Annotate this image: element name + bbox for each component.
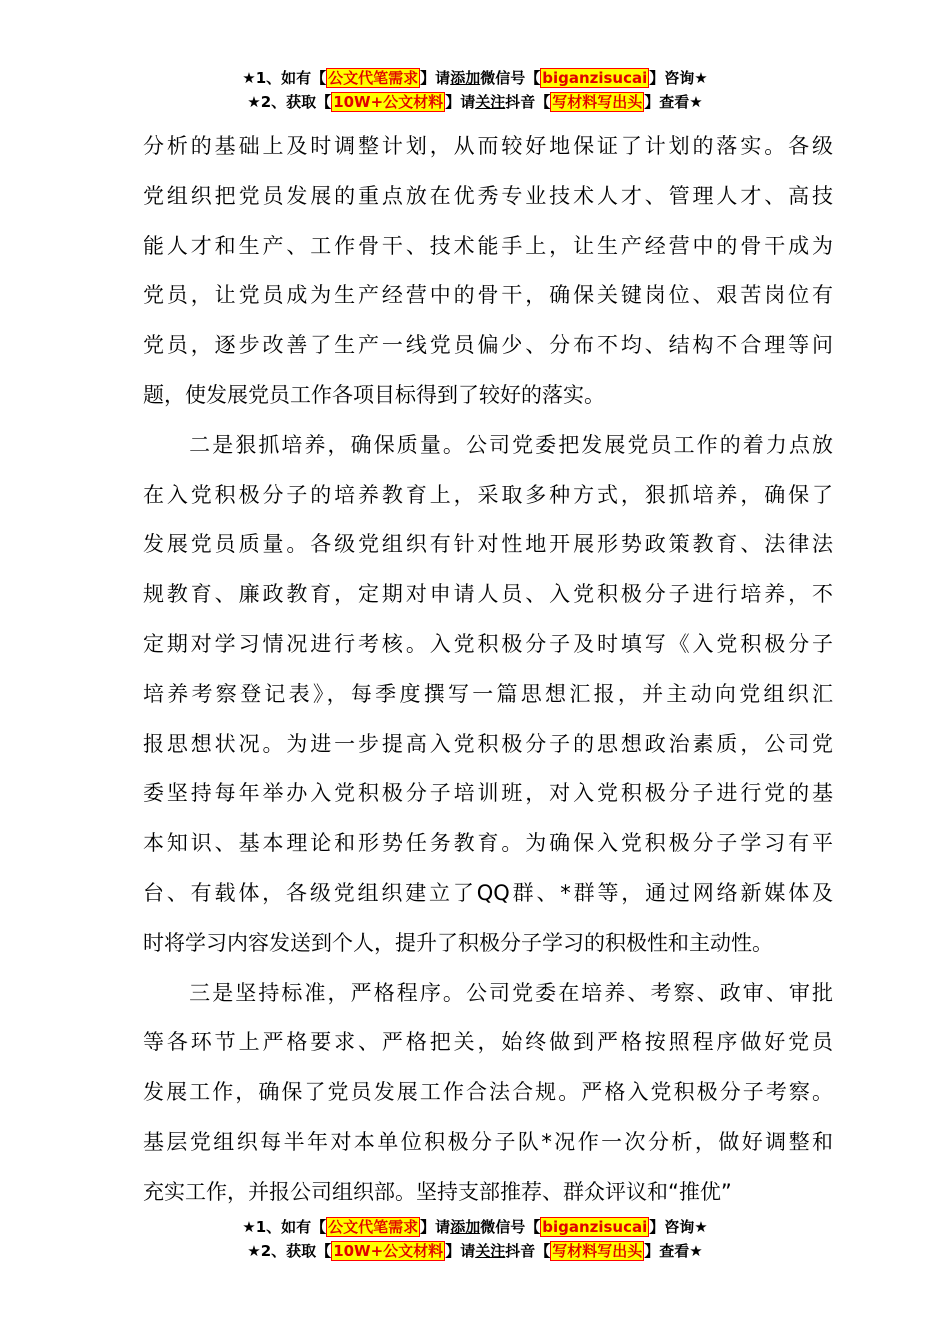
body-line: 等各环节上严格要求、严格把关，始终做到严格按照程序做好党员 bbox=[143, 1030, 833, 1055]
body-line: 二是狠抓培养，确保质量。公司党委把发展党员工作的着力点放 bbox=[143, 432, 833, 457]
notice-line-2: ★2、获取【 10W+公文材料 】请关注抖音【 写材料写出头 】查看★ bbox=[247, 1242, 703, 1260]
body-line: 时将学习内容发送到个人，提升了积极分子学习的积极性和主动性。 bbox=[143, 930, 773, 955]
highlight-service: 公文代笔需求 bbox=[328, 1218, 419, 1236]
body-line: 三是坚持标准，严格程序。公司党委在培养、考察、政审、审批 bbox=[143, 980, 833, 1005]
highlight-douyin-account: 写材料写出头 bbox=[552, 93, 643, 111]
highlight-materials: 10W+公文材料 bbox=[333, 93, 444, 111]
body-line: 充实工作，并报公司组织部。坚持支部推荐、群众评议和“推优” bbox=[143, 1179, 732, 1204]
body-line: 报思想状况。为进一步提高入党积极分子的思想政治素质，公司党 bbox=[143, 731, 833, 756]
body-line: 培养考察登记表》，每季度撰写一篇思想汇报，并主动向党组织汇 bbox=[143, 681, 833, 706]
body-line: 发展工作，确保了党员发展工作合法合规。严格入党积极分子考察。 bbox=[143, 1080, 833, 1105]
body-line: 党组织把党员发展的重点放在优秀专业技术人才、管理人才、高技 bbox=[143, 183, 833, 208]
body-line: 在入党积极分子的培养教育上，采取多种方式，狠抓培养，确保了 bbox=[143, 482, 833, 507]
document-body bbox=[143, 122, 833, 1218]
body-line: 委坚持每年举办入党积极分子培训班，对入党积极分子进行党的基 bbox=[143, 781, 833, 806]
body-line: 基层党组织每半年对本单位积极分子队*况作一次分析，做好调整和 bbox=[143, 1129, 833, 1154]
body-line: 党员，让党员成为生产经营中的骨干，确保关键岗位、艰苦岗位有 bbox=[143, 283, 833, 308]
footer-notice bbox=[0, 1215, 950, 1263]
highlight-wechat-id: biganzisucai bbox=[542, 69, 648, 87]
body-line: 定期对学习情况进行考核。入党积极分子及时填写《入党积极分子 bbox=[143, 631, 833, 656]
body-line: 分析的基础上及时调整计划，从而较好地保证了计划的落实。各级 bbox=[143, 134, 833, 158]
highlight-materials: 10W+公文材料 bbox=[333, 1242, 444, 1260]
header-notice bbox=[0, 66, 950, 114]
highlight-service: 公文代笔需求 bbox=[328, 69, 419, 87]
body-line: 规教育、廉政教育，定期对申请人员、入党积极分子进行培养，不 bbox=[143, 582, 833, 607]
highlight-wechat-id: biganzisucai bbox=[542, 1218, 648, 1236]
body-line: 题，使发展党员工作各项目标得到了较好的落实。 bbox=[143, 382, 605, 407]
body-line: 发展党员质量。各级党组织有针对性地开展形势政策教育、法律法 bbox=[143, 532, 833, 557]
body-line: 党员，逐步改善了生产一线党员偏少、分布不均、结构不合理等问 bbox=[143, 333, 833, 358]
body-line: 本知识、基本理论和形势任务教育。为确保入党积极分子学习有平 bbox=[143, 831, 833, 856]
highlight-douyin-account: 写材料写出头 bbox=[552, 1242, 643, 1260]
body-line: 能人才和生产、工作骨干、技术能手上，让生产经营中的骨干成为 bbox=[143, 233, 833, 258]
body-line: 台、有载体，各级党组织建立了QQ群、*群等，通过网络新媒体及 bbox=[143, 880, 833, 905]
notice-line-2: ★2、获取【 10W+公文材料 】请关注抖音【 写材料写出头 】查看★ bbox=[247, 93, 703, 111]
notice-line-1: ★1、如有【 公文代笔需求 】请添加微信号【 biganzisucai 】咨询★ bbox=[242, 69, 708, 87]
notice-line-1: ★1、如有【 公文代笔需求 】请添加微信号【 biganzisucai 】咨询★ bbox=[242, 1218, 708, 1236]
